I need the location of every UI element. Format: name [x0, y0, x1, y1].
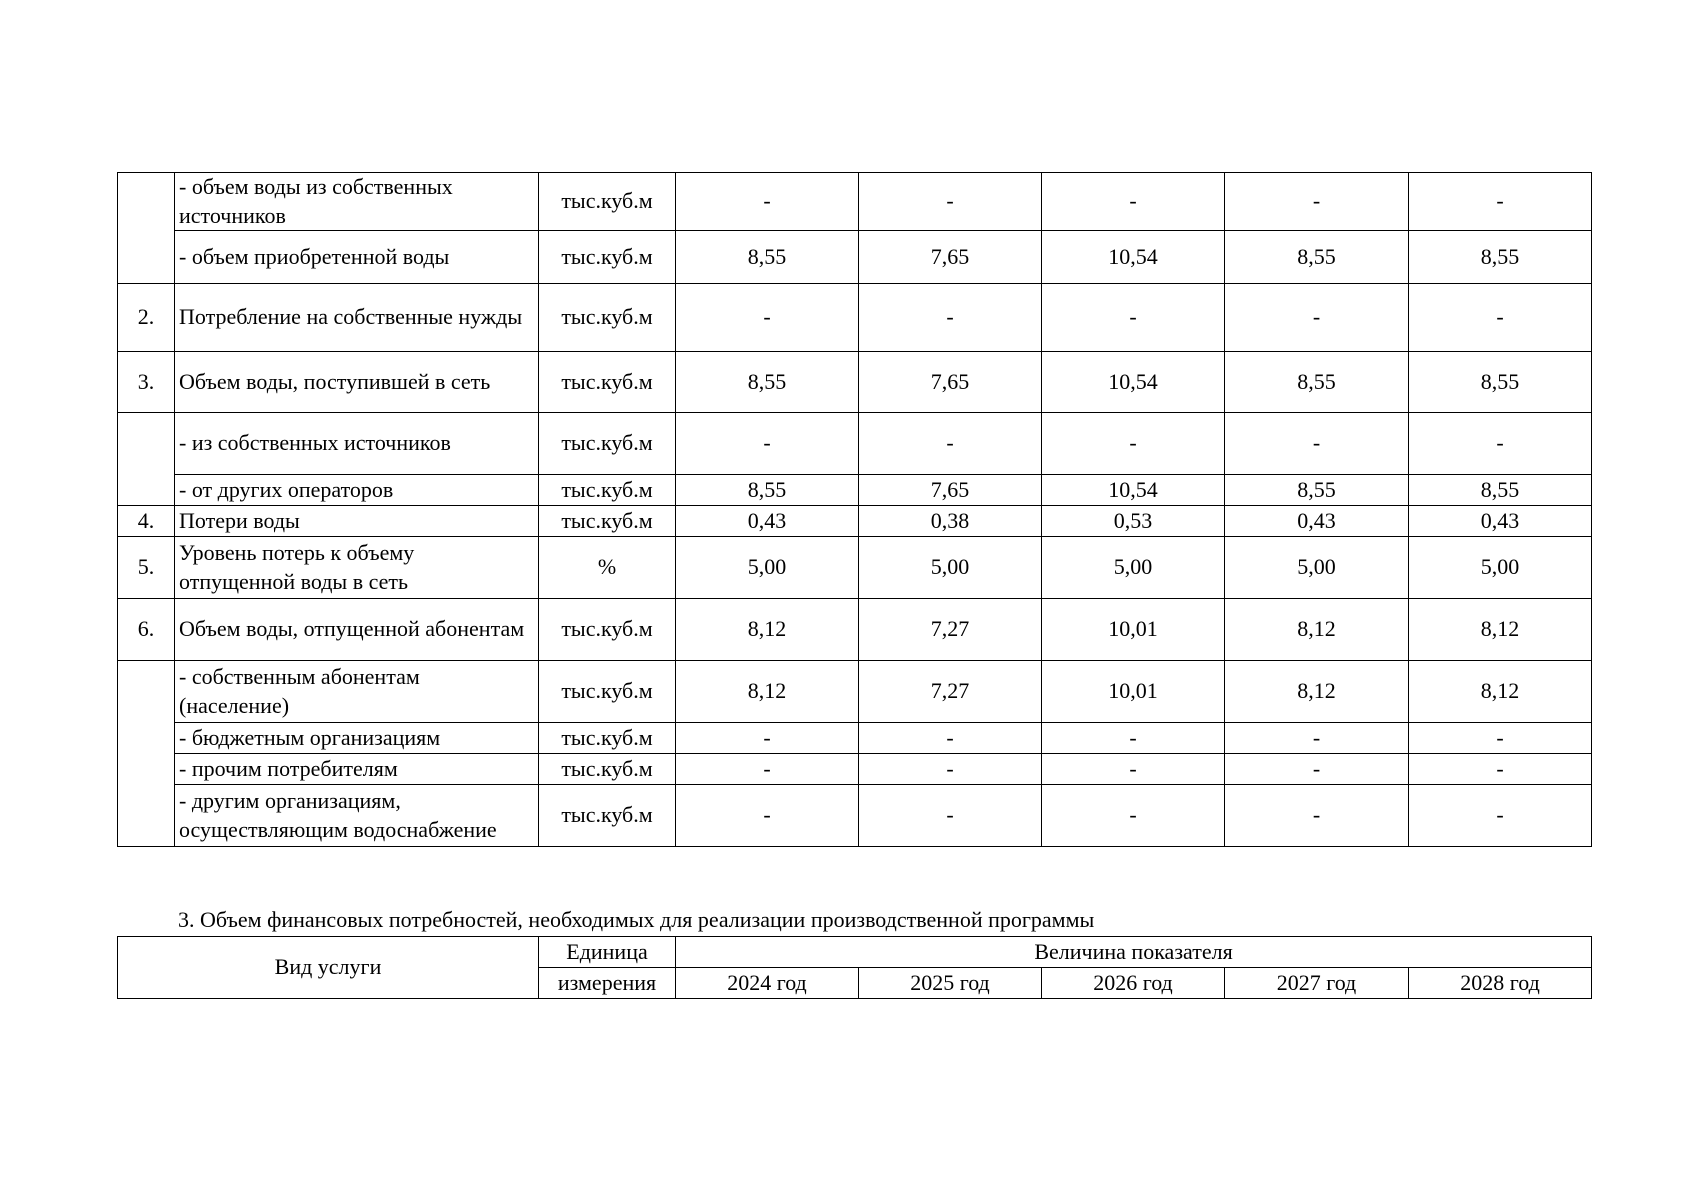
value-2025: 0,38	[859, 506, 1042, 537]
value-2024: 0,43	[676, 506, 859, 537]
value-2026: 10,54	[1042, 475, 1225, 506]
value-2025: 7,27	[859, 661, 1042, 723]
value-2026: 5,00	[1042, 537, 1225, 599]
value-2027: 8,55	[1225, 231, 1409, 284]
value-2026: 10,54	[1042, 231, 1225, 284]
table-row	[118, 599, 1592, 661]
year-header-2025: 2025 год	[859, 968, 1042, 999]
value-2026: -	[1042, 173, 1225, 231]
unit-cell: тыс.куб.м	[539, 599, 676, 661]
table-row	[118, 173, 1592, 231]
value-2025: -	[859, 723, 1042, 754]
indicator-label: Объем воды, отпущенной абонентам	[175, 599, 539, 661]
value-2024: 8,12	[676, 599, 859, 661]
value-2028: -	[1409, 754, 1592, 785]
value-2027: 8,12	[1225, 599, 1409, 661]
value-2025: 7,65	[859, 352, 1042, 413]
value-2028: 8,55	[1409, 231, 1592, 284]
value-2024: 8,12	[676, 661, 859, 723]
indicator-label: Потребление на собственные нужды	[175, 284, 539, 352]
value-2028: -	[1409, 723, 1592, 754]
value-2028: -	[1409, 173, 1592, 231]
unit-header-line1: Единица	[539, 937, 676, 968]
value-2028: 8,55	[1409, 352, 1592, 413]
table-header-row	[118, 937, 1592, 968]
indicator-label: - другим организациям, осуществляющим водоснабжение	[175, 785, 539, 847]
value-2025: 7,27	[859, 599, 1042, 661]
value-2027: -	[1225, 754, 1409, 785]
table-row	[118, 231, 1592, 284]
year-header-2026: 2026 год	[1042, 968, 1225, 999]
value-2024: 5,00	[676, 537, 859, 599]
value-2027: -	[1225, 173, 1409, 231]
unit-cell: тыс.куб.м	[539, 231, 676, 284]
indicator-label: - из собственных источников	[175, 413, 539, 475]
value-2026: 10,54	[1042, 352, 1225, 413]
table-row	[118, 661, 1592, 723]
value-2026: -	[1042, 413, 1225, 475]
indicator-label: Потери воды	[175, 506, 539, 537]
value-2026: 10,01	[1042, 661, 1225, 723]
indicator-label: - бюджетным организациям	[175, 723, 539, 754]
row-number-cell	[118, 661, 175, 847]
unit-header-line2: измерения	[539, 968, 676, 999]
value-2026: -	[1042, 754, 1225, 785]
value-2026: -	[1042, 785, 1225, 847]
value-2025: -	[859, 173, 1042, 231]
value-2025: -	[859, 284, 1042, 352]
value-2024: 8,55	[676, 352, 859, 413]
indicator-label: - собственным абонентам (население)	[175, 661, 539, 723]
value-2025: 7,65	[859, 475, 1042, 506]
value-2026: -	[1042, 284, 1225, 352]
value-2026: 10,01	[1042, 599, 1225, 661]
table-row	[118, 785, 1592, 847]
value-2028: 5,00	[1409, 537, 1592, 599]
service-type-header: Вид услуги	[118, 937, 539, 999]
value-2025: -	[859, 754, 1042, 785]
table-row	[118, 537, 1592, 599]
value-2024: -	[676, 173, 859, 231]
row-number-cell	[118, 413, 175, 506]
production-indicators-table	[117, 172, 1592, 847]
unit-cell: тыс.куб.м	[539, 413, 676, 475]
indicator-label: - объем воды из собственных источников	[175, 173, 539, 231]
value-2024: 8,55	[676, 475, 859, 506]
unit-cell: тыс.куб.м	[539, 661, 676, 723]
table-row	[118, 475, 1592, 506]
indicator-label: Уровень потерь к объему отпущенной воды в сеть	[175, 537, 539, 599]
table-row	[118, 506, 1592, 537]
value-2027: -	[1225, 785, 1409, 847]
row-number-cell	[118, 173, 175, 284]
indicator-label: - прочим потребителям	[175, 754, 539, 785]
value-2028: 8,12	[1409, 661, 1592, 723]
value-2025: -	[859, 785, 1042, 847]
value-2028: -	[1409, 413, 1592, 475]
value-2027: 8,12	[1225, 661, 1409, 723]
indicator-label: - объем приобретенной воды	[175, 231, 539, 284]
unit-cell: тыс.куб.м	[539, 173, 676, 231]
table-row	[118, 284, 1592, 352]
unit-cell: тыс.куб.м	[539, 723, 676, 754]
value-2028: 8,55	[1409, 475, 1592, 506]
year-header-2028: 2028 год	[1409, 968, 1592, 999]
year-header-2024: 2024 год	[676, 968, 859, 999]
value-2028: 8,12	[1409, 599, 1592, 661]
financial-needs-table	[117, 936, 1592, 999]
table-row	[118, 352, 1592, 413]
value-2028: -	[1409, 284, 1592, 352]
value-2026: -	[1042, 723, 1225, 754]
value-2027: -	[1225, 723, 1409, 754]
value-2025: 5,00	[859, 537, 1042, 599]
value-2028: -	[1409, 785, 1592, 847]
unit-cell: тыс.куб.м	[539, 352, 676, 413]
value-2024: -	[676, 723, 859, 754]
value-2027: 0,43	[1225, 506, 1409, 537]
value-2024: -	[676, 284, 859, 352]
value-2024: 8,55	[676, 231, 859, 284]
value-header: Величина показателя	[676, 937, 1592, 968]
row-number-cell: 6.	[118, 599, 175, 661]
value-2024: -	[676, 413, 859, 475]
indicator-label: Объем воды, поступившей в сеть	[175, 352, 539, 413]
section-title: 3. Объем финансовых потребностей, необходимых для реализации производственной программы	[178, 907, 1095, 932]
indicator-label: - от других операторов	[175, 475, 539, 506]
row-number-cell: 3.	[118, 352, 175, 413]
value-2024: -	[676, 785, 859, 847]
unit-cell: тыс.куб.м	[539, 754, 676, 785]
unit-cell: тыс.куб.м	[539, 785, 676, 847]
value-2024: -	[676, 754, 859, 785]
value-2025: 7,65	[859, 231, 1042, 284]
row-number-cell: 5.	[118, 537, 175, 599]
value-2026: 0,53	[1042, 506, 1225, 537]
value-2028: 0,43	[1409, 506, 1592, 537]
table-row	[118, 413, 1592, 475]
value-2027: -	[1225, 284, 1409, 352]
table-row	[118, 723, 1592, 754]
row-number-cell: 4.	[118, 506, 175, 537]
value-2025: -	[859, 413, 1042, 475]
table-row	[118, 754, 1592, 785]
value-2027: 8,55	[1225, 475, 1409, 506]
value-2027: 5,00	[1225, 537, 1409, 599]
value-2027: -	[1225, 413, 1409, 475]
unit-cell: тыс.куб.м	[539, 475, 676, 506]
row-number-cell: 2.	[118, 284, 175, 352]
value-2027: 8,55	[1225, 352, 1409, 413]
year-header-2027: 2027 год	[1225, 968, 1409, 999]
unit-cell: %	[539, 537, 676, 599]
unit-cell: тыс.куб.м	[539, 284, 676, 352]
unit-cell: тыс.куб.м	[539, 506, 676, 537]
